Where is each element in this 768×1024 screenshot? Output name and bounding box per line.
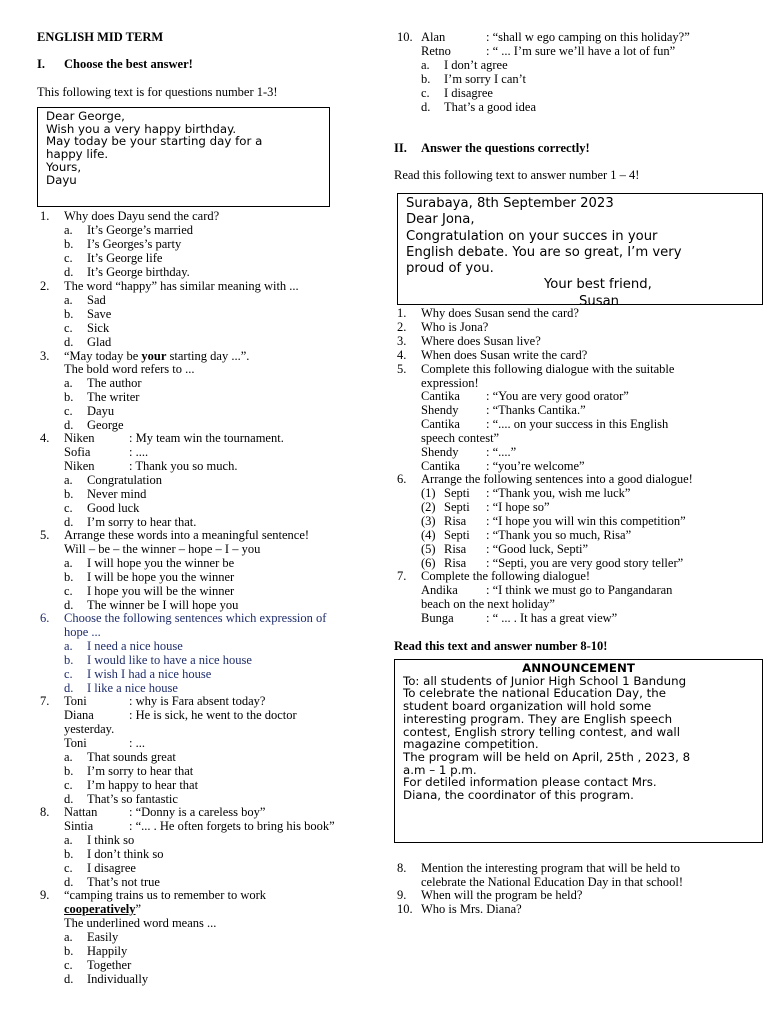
- option-letter: d.: [64, 335, 74, 349]
- essay-q1-text: Why does Susan send the card?: [421, 306, 579, 320]
- question-number: 2.: [40, 279, 50, 293]
- option-letter: d.: [64, 265, 74, 279]
- option-letter: b.: [64, 570, 74, 584]
- card-line: Your best friend,: [544, 277, 652, 293]
- option-text: The writer: [87, 390, 140, 404]
- dialogue-line: : “shall w ego camping on this holiday?”: [486, 30, 690, 44]
- option-text: Save: [87, 307, 112, 321]
- option-letter: a.: [64, 639, 73, 653]
- option-letter: d.: [64, 418, 74, 432]
- dialogue-line: : “....”: [486, 445, 517, 459]
- question-text: Arrange these words into a meaningful sentence!: [64, 528, 310, 542]
- option-text: That sounds great: [87, 750, 176, 764]
- option-letter: d.: [64, 598, 74, 612]
- question-10-number: 10.: [397, 30, 413, 44]
- option-text: Sad: [87, 293, 106, 307]
- option-text: Easily: [87, 930, 119, 944]
- essay-q8-text-line2: celebrate the National Education Day in that school!: [421, 875, 684, 889]
- option-letter: c.: [64, 404, 73, 418]
- dialogue-line: : “.... on your success in this English: [486, 417, 669, 431]
- dialogue-item-number: (3): [421, 514, 436, 528]
- card-line: Surabaya, 8th September 2023: [406, 196, 614, 211]
- dialogue-line-cont: yesterday.: [64, 722, 115, 736]
- option-text: Never mind: [87, 487, 147, 501]
- card-line: Congratulation on your succes in your: [406, 228, 658, 244]
- option-letter: b.: [64, 487, 74, 501]
- dialogue-line: : “ ... I’m sure we’ll have a lot of fun”: [486, 44, 676, 58]
- card-line: proud of you.: [406, 261, 494, 277]
- question-number: 6.: [40, 611, 50, 625]
- speaker: Risa: [444, 556, 467, 570]
- option-letter: c.: [64, 958, 73, 972]
- dialogue-line: : “Good luck, Septi”: [486, 542, 589, 556]
- speaker: Andika: [421, 583, 458, 597]
- essay-q7-text: Complete the following dialogue!: [421, 569, 591, 583]
- speaker: Septi: [444, 528, 470, 542]
- speaker: Cantika: [421, 389, 460, 403]
- option-text: I hope you will be the winner: [87, 584, 235, 598]
- option-text: That’s a good idea: [444, 100, 536, 114]
- question-text: Choose the following sentences which expression of: [64, 611, 327, 625]
- announcement-line: Diana, the coordinator of this program.: [403, 788, 634, 803]
- speaker: Shendy: [421, 445, 459, 459]
- card-line: Dayu: [46, 172, 77, 187]
- card-line: Yours,: [46, 159, 82, 174]
- option-text: The author: [87, 376, 142, 390]
- option-text: I don’t agree: [444, 58, 508, 72]
- dialogue-line: : “Septi, you are very good story teller”: [486, 556, 684, 570]
- question-number: 5.: [40, 528, 50, 542]
- speaker: Diana: [64, 708, 94, 722]
- question-number: 1.: [40, 209, 50, 223]
- question-number: 4.: [40, 431, 50, 445]
- option-letter: d.: [64, 681, 74, 695]
- option-text: I’m happy to hear that: [87, 778, 199, 792]
- announcement-box: [394, 659, 763, 843]
- option-text: I’m sorry to hear that: [87, 764, 194, 778]
- card-line: Dear Jona,: [406, 212, 475, 228]
- speaker: Niken: [64, 431, 95, 445]
- option-letter: b.: [64, 944, 74, 958]
- essay-q8-number: 8.: [397, 861, 407, 875]
- dialogue-item-number: (5): [421, 542, 436, 556]
- option-letter: d.: [421, 100, 431, 114]
- essay-q3-text: Where does Susan live?: [421, 334, 541, 348]
- option-text: I think so: [87, 833, 135, 847]
- bold-word: your: [141, 349, 167, 363]
- option-letter: c.: [64, 861, 73, 875]
- announcement-line: magazine competition.: [403, 737, 539, 752]
- section2-heading: Answer the questions correctly!: [421, 141, 590, 155]
- dialogue-line: : ....: [129, 445, 149, 459]
- option-letter: a.: [64, 833, 73, 847]
- option-letter: a.: [421, 58, 430, 72]
- option-letter: c.: [64, 321, 73, 335]
- option-letter: a.: [64, 556, 73, 570]
- speaker: Septi: [444, 500, 470, 514]
- section1-heading: Choose the best answer!: [64, 57, 193, 71]
- announcement-title: ANNOUNCEMENT: [522, 661, 635, 675]
- option-text: That’s so fantastic: [87, 792, 178, 806]
- announcement-line: a.m – 1 p.m.: [403, 762, 477, 777]
- announcement-line: student board organization will hold some: [403, 699, 652, 714]
- speaker: Toni: [64, 736, 87, 750]
- announcement-line: contest, English strory telling contest, and wall: [403, 724, 680, 739]
- question-number: 7.: [40, 694, 50, 708]
- option-text: I disagree: [87, 861, 136, 875]
- question-text-line2: Will – be – the winner – hope – I – you: [64, 542, 261, 556]
- section2-intro: Read this following text to answer number 1 – 4!: [394, 168, 640, 182]
- speaker: Retno: [421, 44, 451, 58]
- dialogue-line: : “you’re welcome”: [486, 459, 585, 473]
- essay-q9-number: 9.: [397, 888, 407, 902]
- essay-q6-number: 6.: [397, 472, 407, 486]
- speaker: Cantika: [421, 459, 460, 473]
- option-text: Together: [87, 958, 132, 972]
- dialogue-line: : “... . He often forgets to bring his book”: [129, 819, 335, 833]
- card-line: Wish you a very happy birthday.: [46, 121, 237, 136]
- section3-heading: Read this text and answer number 8-10!: [394, 639, 608, 653]
- essay-q6-text: Arrange the following sentences into a good dialogue!: [421, 472, 693, 486]
- essay-q4-text: When does Susan write the card?: [421, 348, 588, 362]
- essay-q5-text-line2: expression!: [421, 376, 479, 390]
- question-text-line2: The bold word refers to ...: [64, 362, 195, 376]
- option-letter: c.: [64, 667, 73, 681]
- dialogue-line: : why is Fara absent today?: [129, 694, 266, 708]
- option-letter: b.: [421, 72, 431, 86]
- dialogue-line: : “I hope so”: [486, 500, 550, 514]
- option-letter: b.: [64, 847, 74, 861]
- card-line: Susan: [579, 293, 620, 305]
- card-line: happy life.: [46, 147, 109, 162]
- option-text: Individually: [87, 972, 149, 986]
- speaker: Alan: [421, 30, 446, 44]
- dialogue-line: : “Thanks Cantika.”: [486, 403, 586, 417]
- speaker: Sofia: [64, 445, 91, 459]
- section1-numeral: I.: [37, 57, 45, 71]
- essay-q9-text: When will the program be held?: [421, 888, 583, 902]
- option-letter: b.: [64, 237, 74, 251]
- congratulation-card: [397, 193, 763, 305]
- card-line: May today be your starting day for a: [46, 134, 263, 149]
- card-line: English debate. You are so great, I’m very: [406, 244, 682, 260]
- option-text: It’s George birthday.: [87, 265, 190, 279]
- option-letter: c.: [64, 501, 73, 515]
- option-text: I don’t think so: [87, 847, 164, 861]
- option-letter: d.: [64, 792, 74, 806]
- option-letter: a.: [64, 223, 73, 237]
- speaker: Niken: [64, 459, 95, 473]
- option-letter: b.: [64, 653, 74, 667]
- essay-q7-number: 7.: [397, 569, 407, 583]
- underlined-word: cooperatively: [64, 902, 136, 916]
- option-text: Glad: [87, 335, 112, 349]
- question-number: 8.: [40, 805, 50, 819]
- option-letter: b.: [64, 307, 74, 321]
- speaker: Sintia: [64, 819, 94, 833]
- dialogue-line: : “I hope you will win this competition”: [486, 514, 686, 528]
- speaker: Cantika: [421, 417, 460, 431]
- option-letter: d.: [64, 515, 74, 529]
- essay-q10-text: Who is Mrs. Diana?: [421, 902, 522, 916]
- option-text: George: [87, 418, 124, 432]
- question-text-part: ”: [135, 902, 142, 916]
- option-text: I’m sorry to hear that.: [87, 515, 197, 529]
- question-text-line3: The underlined word means ...: [64, 916, 217, 930]
- announcement-line: To: all students of Junior High School 1 Bandung: [403, 673, 687, 688]
- option-text: Good luck: [87, 501, 140, 515]
- speaker: Toni: [64, 694, 87, 708]
- dialogue-item-number: (6): [421, 556, 436, 570]
- page-title: ENGLISH MID TERM: [37, 30, 164, 44]
- option-text: That’s not true: [87, 875, 160, 889]
- option-text: Dayu: [87, 404, 115, 418]
- option-letter: d.: [64, 972, 74, 986]
- option-text: I disagree: [444, 86, 493, 100]
- question-text-line2: [64, 903, 141, 917]
- card-line: Dear George,: [46, 109, 125, 123]
- announcement-line: To celebrate the national Education Day, the: [403, 686, 666, 701]
- option-letter: a.: [64, 750, 73, 764]
- dialogue-line: : “Donny is a careless boy”: [129, 805, 266, 819]
- dialogue-line-cont: beach on the next holiday”: [421, 597, 555, 611]
- essay-q4-number: 4.: [397, 348, 407, 362]
- essay-q1-number: 1.: [397, 306, 407, 320]
- dialogue-item-number: (1): [421, 486, 436, 500]
- option-text: I will hope you the winner be: [87, 556, 235, 570]
- dialogue-line: : “You are very good orator”: [486, 389, 629, 403]
- option-letter: d.: [64, 875, 74, 889]
- speaker: Shendy: [421, 403, 459, 417]
- option-text: Congratulation: [87, 473, 162, 487]
- essay-q5-text: Complete this following dialogue with the suitable: [421, 362, 675, 376]
- dialogue-line: : He is sick, he went to the doctor: [129, 708, 297, 722]
- dialogue-line-cont: speech contest”: [421, 431, 500, 445]
- dialogue-item-number: (4): [421, 528, 436, 542]
- essay-q10-number: 10.: [397, 902, 413, 916]
- option-text: Happily: [87, 944, 128, 958]
- option-letter: c.: [421, 86, 430, 100]
- question-number: 9.: [40, 888, 50, 902]
- dialogue-line: : Thank you so much.: [129, 459, 238, 473]
- dialogue-line: : “I think we must go to Pangandaran: [486, 583, 673, 597]
- option-text: Sick: [87, 321, 110, 335]
- speaker: Risa: [444, 542, 467, 556]
- announcement-line: For detiled information please contact Mrs.: [403, 775, 657, 790]
- option-text: I wish I had a nice house: [87, 667, 212, 681]
- option-letter: b.: [64, 390, 74, 404]
- essay-q8-text: Mention the interesting program that will be held to: [421, 861, 680, 875]
- option-text: I’m sorry I can’t: [444, 72, 527, 86]
- dialogue-item-number: (2): [421, 500, 436, 514]
- option-text: I like a nice house: [87, 681, 178, 695]
- option-text: I need a nice house: [87, 639, 183, 653]
- birthday-card: [37, 107, 330, 207]
- question-text-line2: hope ...: [64, 625, 101, 639]
- question-text-part: starting day ...”.: [166, 349, 250, 363]
- option-letter: c.: [64, 251, 73, 265]
- essay-q3-number: 3.: [397, 334, 407, 348]
- option-letter: a.: [64, 930, 73, 944]
- option-text: It’s George’s married: [87, 223, 193, 237]
- essay-q5-number: 5.: [397, 362, 407, 376]
- option-letter: b.: [64, 764, 74, 778]
- option-text: I will be hope you the winner: [87, 570, 235, 584]
- question-number: 3.: [40, 349, 50, 363]
- option-text: The winner be I will hope you: [87, 598, 239, 612]
- option-letter: a.: [64, 473, 73, 487]
- speaker: Septi: [444, 486, 470, 500]
- announcement-line: The program will be held on April, 25th , 2023, 8: [403, 749, 691, 764]
- essay-q2-text: Who is Jona?: [421, 320, 489, 334]
- question-text: The word “happy” has similar meaning with ...: [64, 279, 299, 293]
- speaker: Nattan: [64, 805, 98, 819]
- dialogue-line: : “Thank you so much, Risa”: [486, 528, 632, 542]
- speaker: Risa: [444, 514, 467, 528]
- option-letter: a.: [64, 376, 73, 390]
- question-text: “camping trains us to remember to work: [64, 888, 267, 902]
- option-text: I would like to have a nice house: [87, 653, 252, 667]
- announcement-line: interesting program. They are English speech: [403, 711, 673, 726]
- dialogue-line: : “Thank you, wish me luck”: [486, 486, 631, 500]
- question-text: Why does Dayu send the card?: [64, 209, 220, 223]
- question-text-part: “May today be: [64, 349, 142, 363]
- speaker: Bunga: [421, 611, 454, 625]
- option-text: It’s George life: [87, 251, 163, 265]
- option-text: I’s Georges’s party: [87, 237, 182, 251]
- dialogue-line: : ...: [129, 736, 145, 750]
- section1-intro: This following text is for questions number 1-3!: [37, 85, 278, 99]
- section2-numeral: II.: [394, 141, 407, 155]
- dialogue-line: : My team win the tournament.: [129, 431, 284, 445]
- option-letter: c.: [64, 584, 73, 598]
- dialogue-line: : “ ... . It has a great view”: [486, 611, 618, 625]
- option-letter: a.: [64, 293, 73, 307]
- essay-q2-number: 2.: [397, 320, 407, 334]
- option-letter: c.: [64, 778, 73, 792]
